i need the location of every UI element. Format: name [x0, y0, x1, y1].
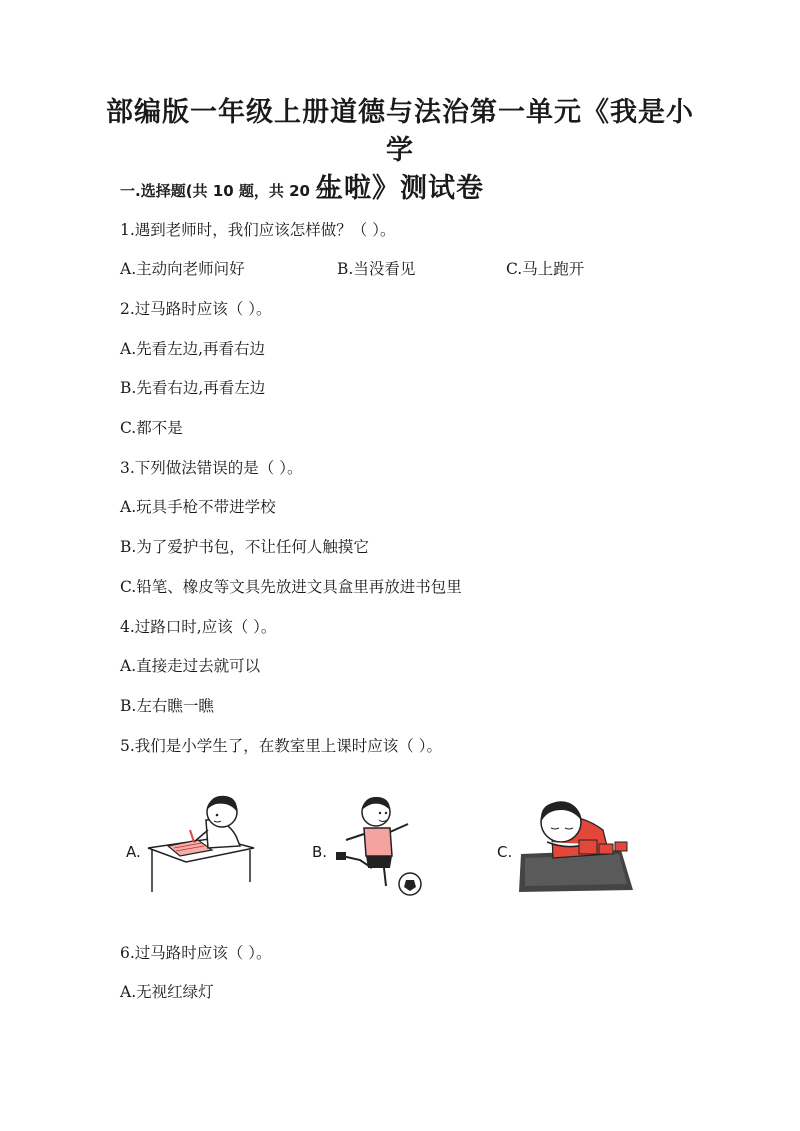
question-4-option-b: B.左右瞧一瞧	[120, 697, 214, 715]
question-2-stem: 2.过马路时应该（ ）。	[120, 300, 272, 318]
question-2-option-c: C.都不是	[120, 419, 183, 437]
title-line-1: 部编版一年级上册道德与法治第一单元《我是小学	[106, 97, 694, 166]
child-kicking-ball-illustration	[332, 790, 422, 898]
title-line-2: 生啦》测试卷	[316, 173, 484, 204]
question-2-option-a: A.先看左边,再看右边	[120, 340, 266, 358]
picture-option-a-label: A.	[126, 843, 141, 861]
question-3-option-c: C.铅笔、橡皮等文具先放进文具盒里再放进书包里	[120, 578, 462, 596]
question-3-option-a: A.玩具手枪不带进学校	[120, 498, 276, 516]
question-5-pictures	[120, 790, 640, 900]
picture-option-c-label: C.	[497, 843, 513, 861]
question-4-option-a: A.直接走过去就可以	[120, 657, 261, 675]
question-3-option-b: B.为了爱护书包，不让任何人触摸它	[120, 538, 369, 556]
picture-option-b-label: B.	[312, 843, 328, 861]
question-4-stem: 4.过路口时,应该（ ）。	[120, 618, 277, 636]
section-heading: 一.选择题(共 10 题，共 20 分)	[120, 182, 338, 200]
question-3-stem: 3.下列做法错误的是（ ）。	[120, 459, 303, 477]
question-2-option-b: B.先看右边,再看左边	[120, 379, 266, 397]
question-6-stem: 6.过马路时应该（ ）。	[120, 944, 272, 962]
question-6-option-a: A.无视红绿灯	[120, 983, 214, 1001]
child-sleeping-on-desk-illustration	[517, 794, 637, 896]
question-1-option-b: B.当没看见	[337, 260, 416, 278]
question-1-option-a: A.主动向老师问好	[120, 260, 245, 278]
question-1-stem: 1.遇到老师时，我们应该怎样做？（ ）。	[120, 221, 396, 239]
question-5-stem: 5.我们是小学生了，在教室里上课时应该（ ）。	[120, 737, 442, 755]
child-writing-at-desk-illustration	[146, 790, 258, 895]
question-1-option-c: C.马上跑开	[506, 260, 585, 278]
